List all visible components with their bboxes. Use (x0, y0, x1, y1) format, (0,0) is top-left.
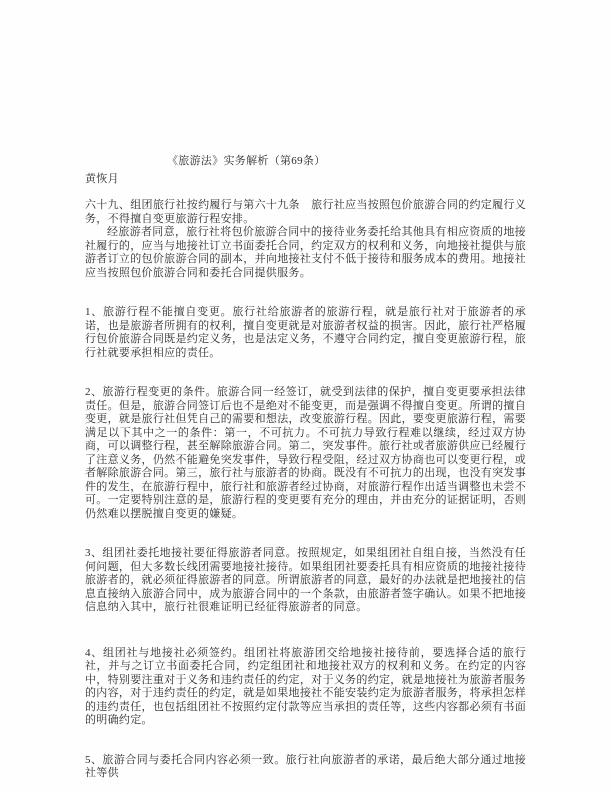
text-column (85, 155, 526, 781)
law-clause-paragraph: 六十九、组团旅行社按约履行与第六十九条 旅行社应当按照包价旅游合同的约定履行义务，不得擅自变更旅游行程安排。 (85, 199, 526, 225)
analysis-item-1: 1、旅游行程不能擅自变更。旅行社给旅游者的旅游行程，就是旅行社对于旅游者的承诺，也是旅游者所拥有的权利，擅自变更就是对旅游者权益的损害。因此，旅行社严格履行包价旅游合同既是约定义务，也是法定义务，不遵守合同约定，擅自变更旅游行程，旅行社就要承担相应的责任。 (85, 306, 526, 359)
analysis-item-4: 4、组团社与地接社必须签约。组团社将旅游团交给地接社接待前，要选择合适的旅行社，并与之订立书面委托合同，约定组团社和地接社双方的权利和义务。在约定的内容中，特别要注重对于义务和违约责任的约定，对于义务的约定，就是地接社为旅游者服务的内容，对于违约责任的约定，就是如果地接社不能安装约定为旅游者服务，将承担怎样的违约责任，也包括组团社不按照约定付款等应当承担的责任等，这些内容都必须有书面的明确约定。 (85, 646, 526, 726)
analysis-item-2: 2、旅游行程变更的条件。旅游合同一经签订，就受到法律的保护，擅自变更要承担法律责任。但是，旅游合同签订后也不是绝对不能变更，而是强调不得擅自变更。所谓的擅自变更，就是旅行社但凭自己的需要和想法，改变旅游行程。因此，要变更旅游行程，需要满足以下其中之一的条件：第一，不可抗力。不可抗力导致行程难以继续，经过双方协商，可以调整行程，甚至解除旅游合同。第二，突发事件。旅行社或者旅游供应已经履行了注意义务，仍然不能避免突发事件，导致行程受阻，经过双方协商也可以变更行程，或者解除旅游合同。第三，旅行社与旅游者的协商。既没有不可抗力的出现，也没有突发事件的发生，在旅游行程中，旅行社和旅游者经过协商，对旅游行程作出适当调整也未尝不可。一定要特别注意的是，旅游行程的变更要有充分的理由，并由充分的证据证明，否则仍然难以摆脱擅自变更的嫌疑。 (85, 386, 526, 520)
analysis-item-5: 5、旅游合同与委托合同内容必须一致。旅行社向旅游者的承诺，最后绝大部分通过地接社等供 (85, 753, 526, 779)
delegation-paragraph: 经旅游者同意，旅行社将包价旅游合同中的接待业务委托给其他具有相应资质的地接社履行的，应当与地接社订立书面委托合同，约定双方的权利和义务，向地接社提供与旅游者订立的包价旅游合同的副本，并向地接社支付不低于接待和服务成本的费用。地接社应当按照包价旅游合同和委托合同提供服务。 (85, 226, 526, 279)
author-name: 黄恢月 (85, 172, 119, 185)
page-title: 《旅游法》实务解析（第69条） (167, 155, 326, 167)
analysis-item-3: 3、组团社委托地接社要征得旅游者同意。按照规定，如果组团社自组自接，当然没有任何问题，但大多数长线团需要地接社接待。如果组团社要委托具有相应资质的地接社接待旅游者的，就必须征得旅游者的同意。所谓旅游者的同意，最好的办法就是把地接社的信息直接纳入旅游合同中，成为旅游合同中的一个条款，由旅游者签字确认。如果不把地接信息纳入其中，旅行社很难证明已经征得旅游者的同意。 (85, 547, 526, 613)
